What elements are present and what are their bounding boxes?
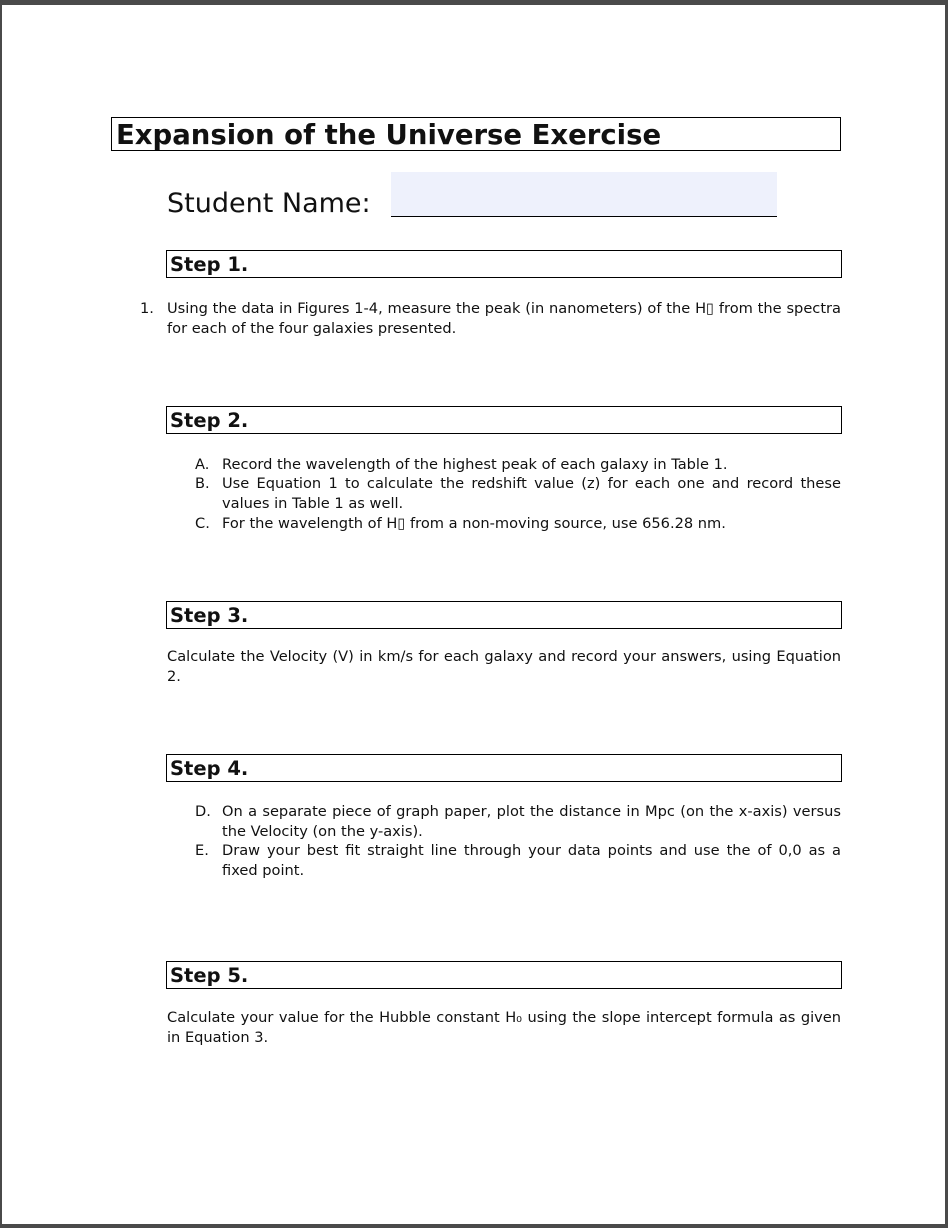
step-4-item-d: [195, 802, 841, 841]
list-item-text: Using the data in Figures 1-4, measure the peak (in nanometers) of the H▯ from the spectra for each of the four galaxies presented.: [167, 300, 841, 337]
list-item-text: Draw your best fit straight line through your data points and use the of 0,0 as a fixed point.: [222, 842, 841, 879]
student-name-field[interactable]: [391, 172, 777, 217]
list-item-text: Use Equation 1 to calculate the redshift value (z) for each one and record these values in Table 1 as well.: [222, 475, 841, 512]
list-marker: E.: [195, 842, 209, 859]
list-marker: 1.: [140, 300, 154, 317]
step-4-item-e: [195, 841, 841, 880]
step-4-header: [166, 754, 842, 782]
student-name-label: Student Name:: [167, 188, 371, 219]
step-1-item-1: [140, 299, 841, 338]
list-item-text: Record the wavelength of the highest peak of each galaxy in Table 1.: [222, 456, 728, 473]
step-2-item-c: [195, 514, 841, 534]
list-item-text: On a separate piece of graph paper, plot the distance in Mpc (on the x-axis) versus the Velocity (on the y-axis).: [222, 803, 841, 840]
step-5-heading: Step 5.: [170, 964, 249, 987]
step-2-heading: Step 2.: [170, 409, 249, 432]
step-2-item-a: [195, 455, 841, 475]
step-3-text: Calculate the Velocity (V) in km/s for each galaxy and record your answers, using Equation 2.: [167, 648, 841, 685]
list-item-text: For the wavelength of H▯ from a non-moving source, use 656.28 nm.: [222, 515, 726, 532]
document-page: [2, 5, 945, 1224]
step-2-item-b: [195, 474, 841, 513]
step-1-header: [166, 250, 842, 278]
step-5-header: [166, 961, 842, 989]
step-1-heading: Step 1.: [170, 253, 249, 276]
list-marker: D.: [195, 803, 211, 820]
step-4-heading: Step 4.: [170, 757, 249, 780]
step-2-header: [166, 406, 842, 434]
list-marker: A.: [195, 456, 210, 473]
title-box: [111, 117, 841, 151]
list-marker: B.: [195, 475, 210, 492]
list-marker: C.: [195, 515, 210, 532]
step-3-header: [166, 601, 842, 629]
step-5-text: Calculate your value for the Hubble constant H₀ using the slope intercept formula as given in Equation 3.: [167, 1009, 841, 1046]
step-3-heading: Step 3.: [170, 604, 249, 627]
page-title: Expansion of the Universe Exercise: [116, 119, 662, 151]
